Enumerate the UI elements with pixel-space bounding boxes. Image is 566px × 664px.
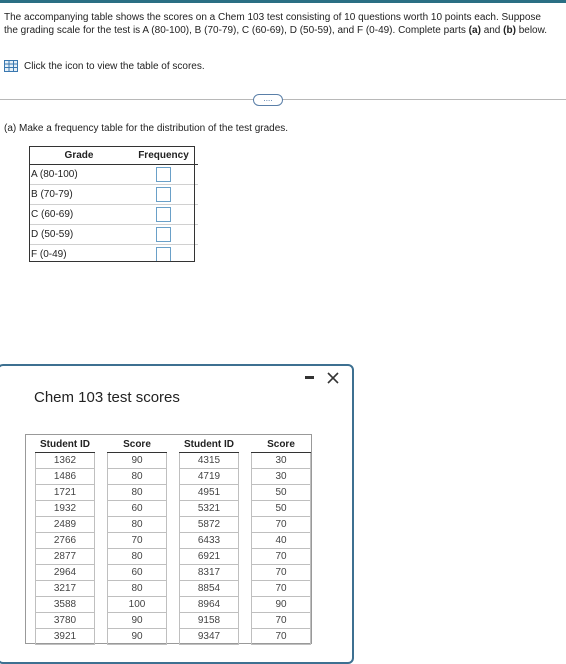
score-cell: 70	[252, 565, 311, 581]
table-row	[29, 205, 198, 225]
score-cell: 60	[108, 565, 167, 581]
student-id-cell: 8317	[180, 565, 239, 581]
score-cell: 90	[108, 453, 167, 469]
score-header: Score	[252, 437, 311, 453]
close-icon[interactable]	[326, 371, 340, 385]
grade-label: A (80-100)	[29, 165, 129, 185]
student-id-cell: 6921	[180, 549, 239, 565]
frequency-input-b[interactable]	[156, 187, 171, 202]
table-row	[36, 629, 311, 645]
student-id-cell: 2489	[36, 517, 95, 533]
table-row	[36, 549, 311, 565]
part-a-ref: (a)	[468, 25, 481, 36]
student-id-cell: 2877	[36, 549, 95, 565]
question-intro	[4, 11, 556, 37]
student-id-cell: 5321	[180, 501, 239, 517]
score-cell: 50	[252, 485, 311, 501]
table-row	[29, 245, 198, 265]
student-id-cell: 9158	[180, 613, 239, 629]
frequency-input-c[interactable]	[156, 207, 171, 222]
table-row	[36, 485, 311, 501]
grade-label: B (70-79)	[29, 185, 129, 205]
score-cell: 50	[252, 501, 311, 517]
grade-label: C (60-69)	[29, 205, 129, 225]
view-table-text[interactable]: Click the icon to view the table of scores.	[24, 60, 205, 72]
grade-header: Grade	[29, 146, 129, 165]
student-id-cell: 2964	[36, 565, 95, 581]
table-row	[36, 517, 311, 533]
table-row	[36, 469, 311, 485]
student-id-header: Student ID	[180, 437, 239, 453]
frequency-input-f[interactable]	[156, 247, 171, 262]
student-id-cell: 1362	[36, 453, 95, 469]
score-cell: 80	[108, 469, 167, 485]
popup-title: Chem 103 test scores	[34, 389, 180, 406]
table-row	[36, 501, 311, 517]
student-id-cell: 1932	[36, 501, 95, 517]
view-table-link[interactable]	[4, 59, 205, 73]
student-id-cell: 2766	[36, 533, 95, 549]
student-id-header: Student ID	[36, 437, 95, 453]
student-id-cell: 3780	[36, 613, 95, 629]
part-a-prompt: (a) Make a frequency table for the distribution of the test grades.	[4, 123, 289, 134]
score-cell: 70	[252, 629, 311, 645]
intro-line1: The accompanying table shows the scores on a Chem 103 test consisting of 10 questions worth 10 points each.	[4, 12, 499, 23]
student-id-cell: 1486	[36, 469, 95, 485]
frequency-table	[29, 146, 198, 264]
student-id-cell: 5872	[180, 517, 239, 533]
score-cell: 90	[108, 629, 167, 645]
score-cell: 30	[252, 469, 311, 485]
section-divider-right	[282, 99, 566, 100]
scores-table	[35, 437, 311, 645]
minimize-icon[interactable]	[305, 376, 314, 379]
student-id-cell: 4951	[180, 485, 239, 501]
student-id-cell: 8854	[180, 581, 239, 597]
score-cell: 30	[252, 453, 311, 469]
score-cell: 90	[252, 597, 311, 613]
top-accent-bar	[0, 0, 566, 3]
expand-button[interactable]: ....	[253, 94, 283, 106]
table-row	[29, 165, 198, 185]
score-cell: 70	[108, 533, 167, 549]
table-row	[36, 613, 311, 629]
score-cell: 70	[252, 549, 311, 565]
student-id-cell: 6433	[180, 533, 239, 549]
frequency-header: Frequency	[129, 146, 198, 165]
grade-label: F (0-49)	[29, 245, 129, 265]
student-id-cell: 1721	[36, 485, 95, 501]
table-row	[36, 533, 311, 549]
score-cell: 70	[252, 517, 311, 533]
student-id-cell: 3217	[36, 581, 95, 597]
table-row	[36, 453, 311, 469]
table-row	[36, 565, 311, 581]
score-cell: 80	[108, 581, 167, 597]
student-id-cell: 3921	[36, 629, 95, 645]
score-cell: 80	[108, 485, 167, 501]
frequency-input-a[interactable]	[156, 167, 171, 182]
student-id-cell: 3588	[36, 597, 95, 613]
intro-line3: and	[483, 25, 504, 36]
section-divider-left	[0, 99, 253, 100]
score-cell: 70	[252, 581, 311, 597]
score-cell: 70	[252, 613, 311, 629]
student-id-cell: 9347	[180, 629, 239, 645]
table-row	[36, 597, 311, 613]
score-cell: 80	[108, 549, 167, 565]
score-header: Score	[108, 437, 167, 453]
score-cell: 90	[108, 613, 167, 629]
table-row	[29, 225, 198, 245]
score-cell: 80	[108, 517, 167, 533]
table-grid-icon[interactable]	[4, 60, 18, 72]
student-id-cell: 4719	[180, 469, 239, 485]
grade-label: D (50-59)	[29, 225, 129, 245]
part-b-ref: (b)	[503, 25, 516, 36]
student-id-cell: 4315	[180, 453, 239, 469]
score-cell: 100	[108, 597, 167, 613]
table-row	[36, 581, 311, 597]
score-cell: 40	[252, 533, 311, 549]
intro-line3-end: below.	[515, 25, 548, 36]
intro-line2: Suppose the grading scale for the test is A (80-100), B (70-79), C (60-69), D (50-59), and F (0-49). Complete parts	[4, 12, 541, 36]
student-id-cell: 8964	[180, 597, 239, 613]
table-row	[29, 185, 198, 205]
score-cell: 60	[108, 501, 167, 517]
frequency-input-d[interactable]	[156, 227, 171, 242]
